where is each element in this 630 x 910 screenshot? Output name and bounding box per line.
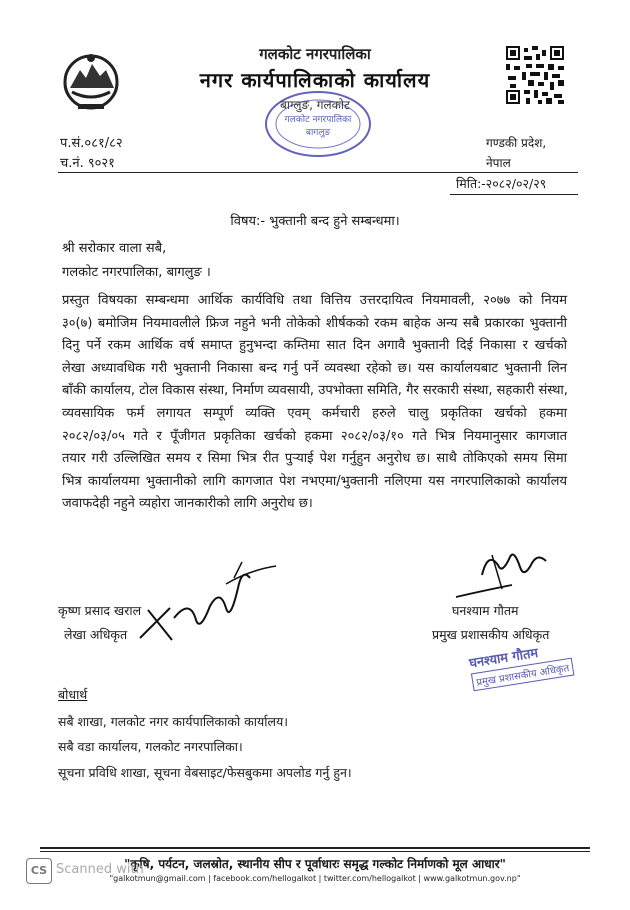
- footer-slogan: "कृषि, पर्यटन, जलस्रोत, स्थानीय सीप र पूर्वाधारः समृद्ध गल्कोट निर्माणको मूल आधार": [124, 857, 506, 871]
- cao-name-stamp: [468, 635, 594, 692]
- office-location: बाग्लुङ, गलकोट: [279, 98, 350, 112]
- office-stamp: [258, 86, 378, 162]
- office-stamp-text-1: गलकोट नगरपालिका: [284, 115, 352, 125]
- province-label: गण्डकी प्रदेश,: [486, 136, 547, 150]
- accounts-officer-title: लेखा अधिकृत: [64, 627, 128, 642]
- reference-number: प.सं.०८१/८२: [60, 136, 123, 151]
- accounts-officer-signature: [130, 548, 280, 648]
- cc-item: सबै वडा कार्यालय, गलकोट नगरपालिका।: [58, 739, 243, 754]
- footer-contact: "galkotmun@gmail.com | facebook.com/hellogalkot | twitter.com/hellogalkot | www.galkotmun.gov.np": [109, 874, 521, 883]
- date-underline: [450, 194, 578, 195]
- country-label: नेपाल: [486, 156, 511, 170]
- footer-divider: [40, 847, 590, 849]
- body-line: बाँकी कार्यालय, टोल विकास संस्था, निर्माण व्यवसायी, उपभोक्ता समिति, गैर सरकारी संस्था, सहकारी संस्था,: [62, 383, 568, 399]
- letter-date: मिति:-२०८२/०२/२९: [456, 176, 547, 191]
- body-line: ३०(७) बमोजिम नियमावलीले फ्रिज नहुने भनी तोकेको शीर्षकको रकम बाहेक अन्य सबै प्रकारका भुक्तानी: [62, 315, 567, 331]
- scanner-watermark-text: Scanned with: [56, 862, 144, 877]
- cao-name: घनश्याम गौतम: [452, 603, 519, 618]
- letter-body: [62, 290, 567, 516]
- header-divider: [58, 172, 578, 173]
- accounts-officer-name: कृष्ण प्रसाद खराल: [58, 603, 142, 618]
- body-line: भित्र कार्यालयमा भुक्तानीको लागि कागजात पेश नभएमा/भुक्तानी नलिएमा यस नगरपालिकाको कार्यालय: [62, 473, 567, 489]
- camscanner-logo-icon: CS: [26, 858, 52, 884]
- cc-item: सूचना प्रविधि शाखा, सूचना वेबसाइट/फेसबुकमा अपलोड गर्नु हुन।: [58, 765, 352, 780]
- footer-divider-thin: [40, 851, 590, 852]
- body-line: लेखा अध्यावधिक गरी भुक्तानी निकासा बन्द गर्नु पर्ने व्यवस्था रहेको छ। यस कार्यालयबाट भुक्तानी लिन: [62, 360, 567, 376]
- addressee-line-2: गलकोट नगरपालिका, बागलुङ ।: [62, 265, 211, 280]
- body-line: व्यवसायिक फर्म लगायत सम्पूर्ण व्यक्ति एवम् कर्मचारी हरुले चालु प्रकृतिका खर्चको हकमा: [62, 405, 567, 421]
- office-stamp-text-2: बागलुङ: [305, 128, 331, 138]
- body-line: दिनु पर्ने रकम आर्थिक वर्ष समाप्त हुनुभन्दा कम्तिमा सात दिन अगावै भुक्तानी दिई निकासा र खर्चको: [62, 338, 567, 354]
- body-line: जवाफदेही नहुने व्यहोरा जानकारीको लागि अनुरोध छ।: [62, 496, 313, 512]
- cc-heading: बोधार्थ: [58, 687, 88, 702]
- municipality-name: गलकोट नगरपालिका: [259, 45, 371, 63]
- body-line: २०८२/०३/०५ गते र पूँजीगत प्रकृतिका खर्चको हकमा २०८२/०३/१० गते भित्र नियमानुसार कागजात: [62, 428, 567, 444]
- cao-stamp-title: प्रमुख प्रशासकीय अधिकृत: [471, 658, 574, 692]
- addressee-line-1: श्री सरोकार वाला सबै,: [62, 241, 167, 256]
- office-title: नगर कार्यपालिकाको कार्यालय: [199, 68, 431, 92]
- dispatch-number: च.नं. ९०२१: [60, 156, 115, 171]
- body-line: तयार गरी उल्लिखित समय र सिमा भित्र रीत पुऱ्याई पेश गर्नुहुन अनुरोध छ। साथै तोकिएको समय सिमा: [62, 451, 567, 467]
- cc-item: सबै शाखा, गलकोट नगर कार्यपालिकाको कार्यालय।: [58, 714, 288, 729]
- qr-code-icon: [506, 46, 564, 104]
- cao-signature: [452, 545, 562, 605]
- cao-stamp-name: घनश्याम गौतम: [468, 645, 540, 672]
- body-line: प्रस्तुत विषयका सम्बन्धमा आर्थिक कार्यविधि तथा वित्तिय उत्तरदायित्व नियमावली, २०७७ को नियम: [62, 293, 567, 308]
- letter-subject: विषय:- भुक्तानी बन्द हुने सम्बन्धमा।: [230, 214, 400, 229]
- cao-title: प्रमुख प्रशासकीय अधिकृत: [432, 627, 550, 642]
